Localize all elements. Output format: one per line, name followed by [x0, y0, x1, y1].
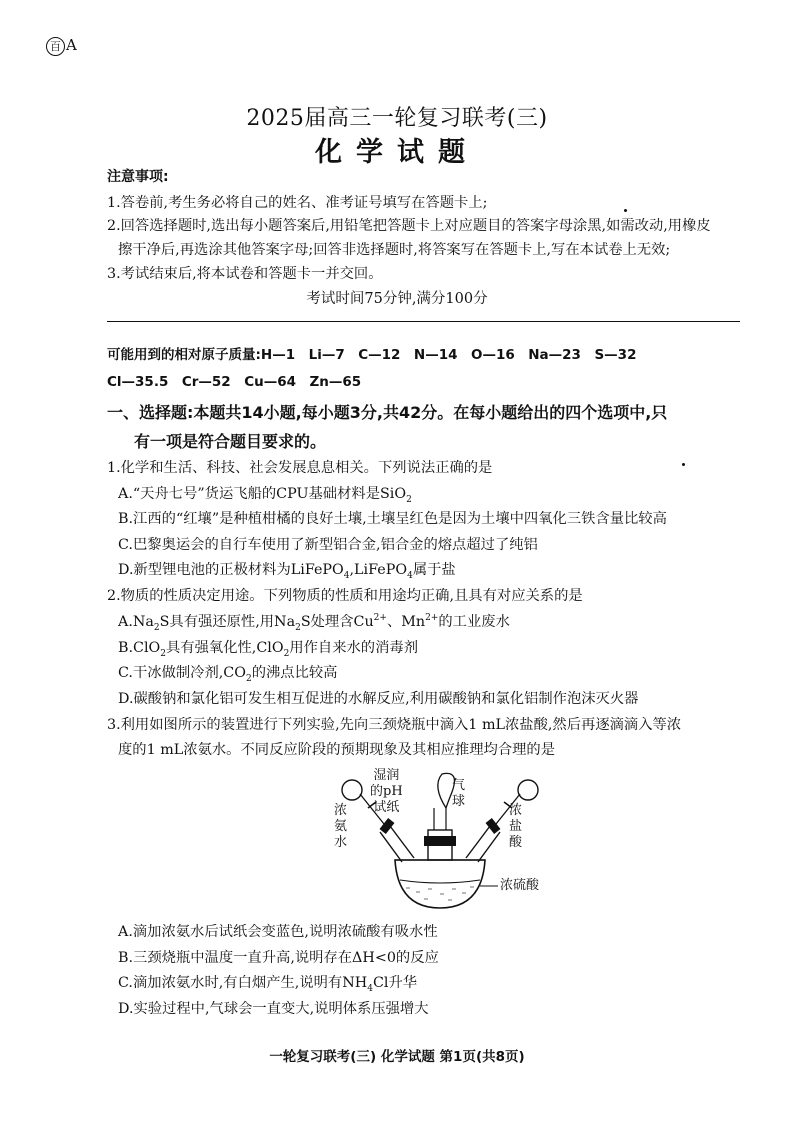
note-item: 1.答卷前,考生务必将自己的姓名、准考证号填写在答题卡上; — [107, 195, 488, 211]
right-dropping-funnel — [518, 780, 538, 800]
question-1-stem: 1.化学和生活、科技、社会发展息息相关。下列说法正确的是 — [107, 460, 493, 476]
left-dropping-funnel — [342, 780, 362, 800]
question-3-option-d: D.实验过程中,气球会一直变大,说明体系压强增大 — [118, 1001, 429, 1017]
label-hcl: 浓 盐 酸 — [509, 803, 523, 850]
note-item: 2.回答选择题时,选出每小题答案后,用铅笔把答题卡上对应题目的答案字母涂黑,如需改动,用橡皮 — [107, 218, 711, 234]
question-3-stem-cont: 度的1 mL浓氨水。不同反应阶段的预期现象及其相应推理均合理的是 — [118, 742, 556, 758]
atomic-masses-line2: Cl—35.5 Cr—52 Cu—64 Zn—65 — [107, 374, 362, 390]
divider — [107, 321, 740, 322]
question-1-option-c: C.巴黎奥运会的自行车使用了新型铝合金,铝合金的熔点超过了纯铝 — [118, 537, 538, 553]
section-heading: 一、选择题:本题共14小题,每小题3分,共42分。在每小题给出的四个选项中,只 — [107, 403, 668, 422]
liquid-hatch — [406, 887, 474, 900]
atomic-masses-line1: 可能用到的相对原子质量:H—1 Li—7 C—12 N—14 O—16 Na—23 S—32 — [107, 347, 637, 363]
exam-title: 2025届高三一轮复习联考(三) — [246, 106, 548, 131]
question-1-option-a: A.“天舟七号”货运飞船的CPU基础材料是SiO$_2$ — [118, 486, 412, 505]
label-ammonia: 浓 氨 水 — [334, 803, 348, 850]
flask-body — [395, 860, 485, 908]
exam-time-info: 考试时间75分钟,满分100分 — [306, 291, 488, 307]
question-1-option-b: B.江西的“红壤”是种植柑橘的良好土壤,土壤呈红色是因为土壤中四氧化三铁含量比较高 — [118, 511, 667, 527]
question-3-option-c: C.滴加浓氨水时,有白烟产生,说明有$NH_4Cl$升华 — [118, 975, 418, 994]
question-2-option-c: C.干冰做制冷剂$,CO_2$的沸点比较高 — [118, 665, 338, 684]
notes-title: 注意事项: — [107, 169, 169, 185]
label-ph-paper: 湿润 的pH 试纸 — [370, 768, 403, 815]
scan-speck — [624, 209, 627, 212]
question-3-stem: 3.利用如图所示的装置进行下列实验,先向三颈烧瓶中滴入1 mL浓盐酸,然后再逐滴滴入等浓 — [107, 717, 682, 733]
label-balloon: 气 球 — [452, 778, 466, 809]
question-2-option-d: D.碳酸钠和氯化铝可发生相互促进的水解反应,利用碳酸钠和氯化铝制作泡沫灭火器 — [118, 691, 639, 707]
section-heading-cont: 有一项是符合题目要求的。 — [134, 432, 327, 451]
corner-mark — [46, 36, 77, 56]
corner-circle-mark: 百 — [46, 37, 65, 56]
note-item: 擦干净后,再选涂其他答案字母;回答非选择题时,将答案写在答题卡上,写在本试卷上无效; — [118, 242, 671, 258]
question-2-stem: 2.物质的性质决定用途。下列物质的性质和用途均正确,且具有对应关系的是 — [107, 588, 583, 604]
question-3-option-b: B.三颈烧瓶中温度一直升高,说明存在ΔH<0的反应 — [118, 950, 439, 966]
question-3-option-a: A.滴加浓氨水后试纸会变蓝色,说明浓硫酸有吸水性 — [118, 924, 438, 940]
note-item: 3.考试结束后,将本试卷和答题卡一并交回。 — [107, 266, 383, 282]
apparatus-diagram — [320, 768, 560, 918]
question-1-option-d: D.新型锂电池的正极材料为LiFePO$_4$,LiFePO$_4$属于盐 — [118, 562, 456, 581]
page-footer: 一轮复习联考(三) 化学试题 第1页(共8页) — [269, 1049, 525, 1065]
label-h2so4: 浓硫酸 — [500, 878, 540, 893]
question-2-option-b: B.ClO$_2$具有强氧化性,ClO$_2$用作自来水的消毒剂 — [118, 640, 418, 659]
corner-letter: A — [66, 36, 77, 54]
subject-title: 化学试题 — [315, 137, 479, 168]
liquid-surface — [400, 880, 480, 883]
apparatus-drawing — [320, 768, 560, 918]
scan-speck — [682, 463, 685, 466]
center-stopper — [424, 836, 456, 846]
question-2-option-a: $A.Na_2S$具有强还原性,用$Na_2S$处理含$Cu^{2+}$、$Mn^{2+}$的工业废水 — [118, 613, 510, 633]
